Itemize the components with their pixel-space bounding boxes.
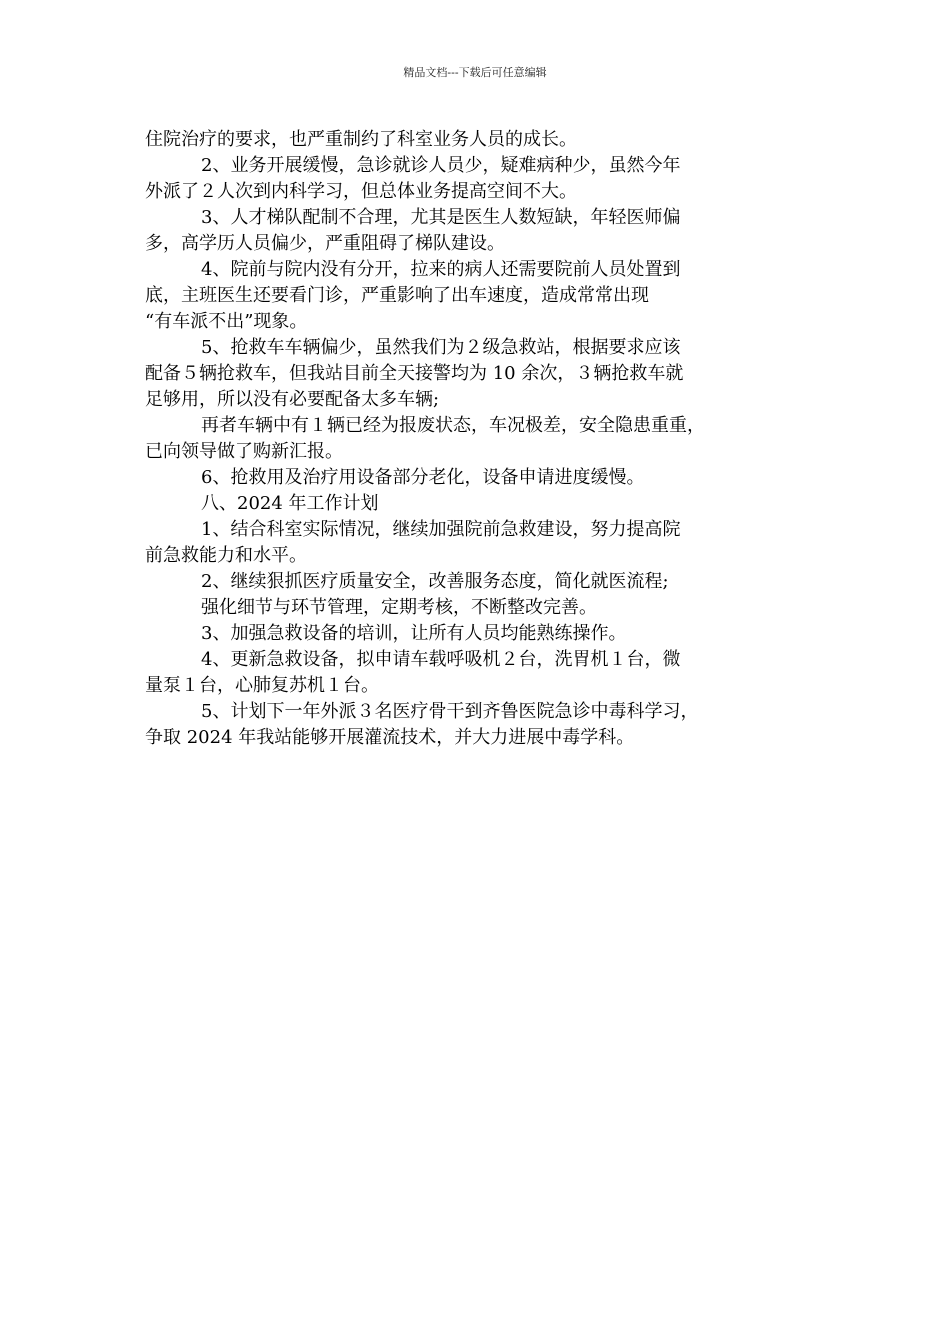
body-line: 配备５辆抢救车，但我站目前全天接警均为 10 余次，３辆抢救车就 bbox=[145, 363, 684, 384]
body-line: 量泵１台，心肺复苏机１台。 bbox=[145, 675, 379, 696]
body-line: 3、人才梯队配制不合理，尤其是医生人数短缺，年轻医师偏 bbox=[201, 207, 681, 228]
body-line: 1、结合科室实际情况，继续加强院前急救建设，努力提高院 bbox=[201, 519, 681, 540]
body-line: 足够用，所以没有必要配备太多车辆; bbox=[145, 389, 440, 410]
body-line: “有车派不出”现象。 bbox=[145, 311, 308, 332]
body-line: 底，主班医生还要看门诊，严重影响了出车速度，造成常常出现 bbox=[145, 285, 649, 306]
body-line: 4、院前与院内没有分开，拉来的病人还需要院前人员处置到 bbox=[201, 259, 681, 280]
document-body bbox=[145, 127, 813, 751]
body-line: 已向领导做了购新汇报。 bbox=[145, 441, 343, 462]
body-line: 住院治疗的要求，也严重制约了科室业务人员的成长。 bbox=[145, 129, 577, 150]
body-line: 八、2024 年工作计划 bbox=[201, 493, 379, 514]
body-line: 前急救能力和水平。 bbox=[145, 545, 307, 566]
body-line: 2、继续狠抓医疗质量安全，改善服务态度，简化就医流程; bbox=[201, 571, 669, 592]
body-line: 5、计划下一年外派３名医疗骨干到齐鲁医院急诊中毒科学习， bbox=[201, 701, 699, 722]
body-line: 争取 2024 年我站能够开展灌流技术，并大力进展中毒学科。 bbox=[145, 727, 635, 748]
body-line: 外派了２人次到内科学习，但总体业务提高空间不大。 bbox=[145, 181, 577, 202]
body-line: 4、更新急救设备，拟申请车载呼吸机２台，洗胃机１台，微 bbox=[201, 649, 681, 670]
body-line: 再者车辆中有１辆已经为报废状态，车况极差，安全隐患重重， bbox=[201, 415, 705, 436]
body-line: 强化细节与环节管理，定期考核，不断整改完善。 bbox=[201, 597, 597, 618]
body-line: 3、加强急救设备的培训，让所有人员均能熟练操作。 bbox=[201, 623, 627, 644]
body-line: 6、抢救用及治疗用设备部分老化，设备申请进度缓慢。 bbox=[201, 467, 645, 488]
body-line: 2、业务开展缓慢，急诊就诊人员少，疑难病种少，虽然今年 bbox=[201, 155, 681, 176]
body-line: 5、抢救车车辆偏少，虽然我们为２级急救站，根据要求应该 bbox=[201, 337, 681, 358]
page-header: 精品文档---下载后可任意编辑 bbox=[403, 66, 547, 79]
body-line: 多，高学历人员偏少，严重阻碍了梯队建设。 bbox=[145, 233, 505, 254]
